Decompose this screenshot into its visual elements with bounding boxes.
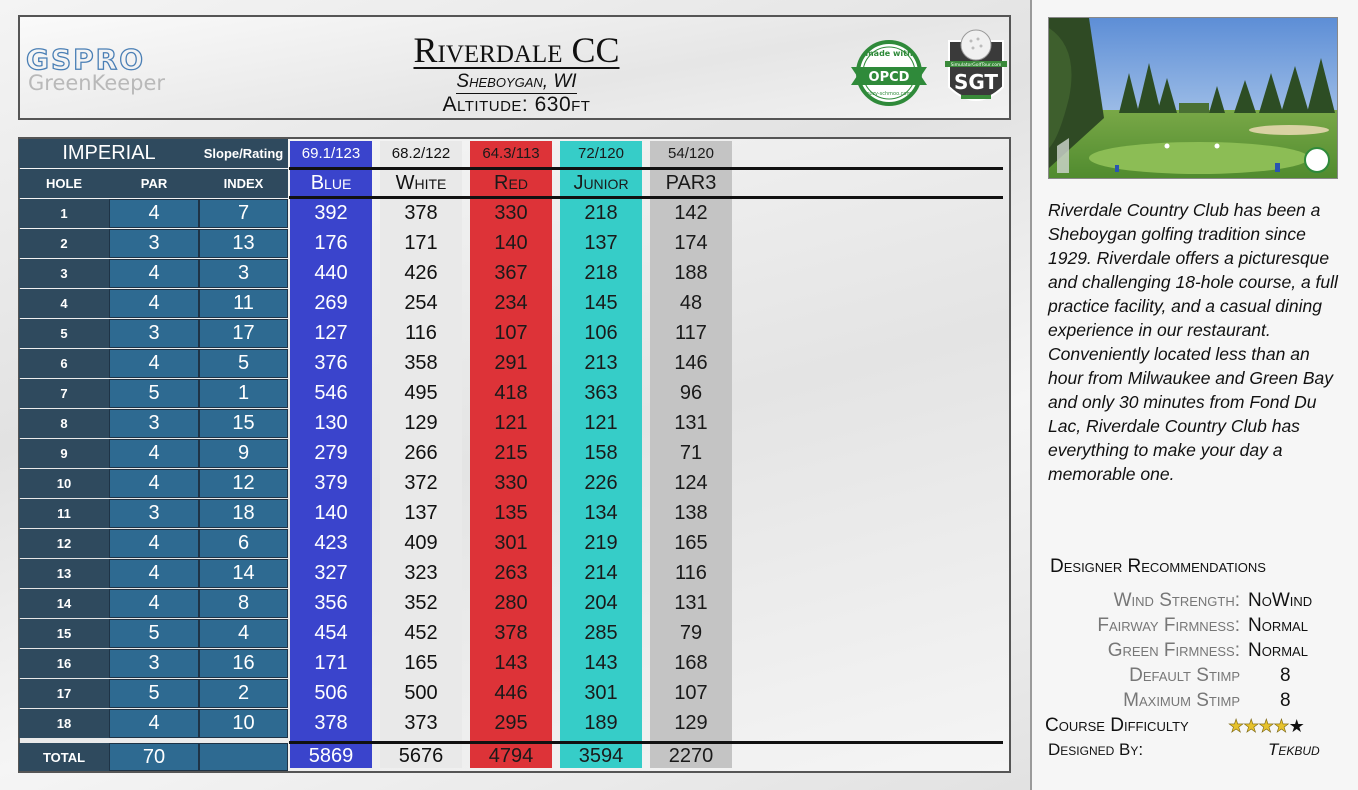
hole-par: 4 — [109, 289, 199, 318]
tee-yardage: 279 — [314, 442, 348, 464]
hole-par: 4 — [109, 529, 199, 558]
hole-par: 3 — [109, 229, 199, 258]
svg-text:SimulatorGolfTour.com: SimulatorGolfTour.com — [950, 63, 1002, 68]
tee-name-par3: PAR3 — [665, 171, 717, 194]
tee-yardage: 363 — [584, 382, 618, 404]
tee-name-blue: Blue — [310, 171, 352, 194]
hole-index: 2 — [199, 679, 288, 708]
hole-index: 15 — [199, 409, 288, 438]
tee-yardage: 143 — [584, 652, 618, 674]
wind-strength-label: Wind Strength: — [1113, 590, 1240, 611]
star-empty-icon: ★ — [1288, 716, 1304, 736]
tee-yardage: 188 — [674, 262, 708, 284]
tee-yardage: 134 — [584, 502, 618, 524]
tee-yardage: 146 — [674, 352, 708, 374]
tee-yardage: 269 — [314, 292, 348, 314]
tee-yardage: 168 — [674, 652, 708, 674]
tee-yardage: 378 — [314, 712, 348, 734]
tee-yardage: 356 — [314, 592, 348, 614]
designer-name: Tekbud — [1268, 740, 1320, 759]
hole-par: 3 — [109, 649, 199, 678]
tee-yardage: 226 — [584, 472, 618, 494]
hole-index: 3 — [199, 259, 288, 288]
tee-yardage: 234 — [494, 292, 528, 314]
tee-yardage: 143 — [494, 652, 528, 674]
tee-yardage: 107 — [494, 322, 528, 344]
hole-number: 17 — [19, 679, 109, 708]
hole-index: 8 — [199, 589, 288, 618]
hole-number: 3 — [19, 259, 109, 288]
tee-yardage: 254 — [404, 292, 438, 314]
hole-number: 10 — [19, 469, 109, 498]
tee-rating-junior: 72/120 — [578, 145, 624, 162]
course-difficulty-label: Course Difficulty — [1045, 715, 1189, 736]
tee-yardage: 409 — [404, 532, 438, 554]
hole-number: 13 — [19, 559, 109, 588]
hole-number: 12 — [19, 529, 109, 558]
tee-yardage: 138 — [674, 502, 708, 524]
hole-par: 4 — [109, 589, 199, 618]
hole-par: 4 — [109, 439, 199, 468]
tee-yardage: 301 — [584, 682, 618, 704]
tee-name-red: Red — [494, 171, 528, 194]
tee-yardage: 446 — [494, 682, 528, 704]
tee-yardage: 140 — [494, 232, 528, 254]
tee-yardage: 423 — [314, 532, 348, 554]
hole-par: 4 — [109, 709, 199, 738]
maximum-stimp-label: Maximum Stimp — [1123, 690, 1240, 711]
tee-yardage: 176 — [314, 232, 348, 254]
tee-yardage: 218 — [584, 262, 618, 284]
tee-total-par3: 2270 — [668, 744, 714, 767]
tee-yardage: 145 — [584, 292, 618, 314]
wind-strength-value: NoWind — [1248, 590, 1313, 611]
hole-par: 5 — [109, 619, 199, 648]
tee-yardage: 327 — [314, 562, 348, 584]
par-total: 70 — [109, 743, 199, 771]
hole-par: 4 — [109, 259, 199, 288]
hole-index: 13 — [199, 229, 288, 258]
tee-yardage: 213 — [584, 352, 618, 374]
tee-rating-par3: 54/120 — [668, 145, 714, 162]
course-preview-image — [1048, 17, 1338, 179]
tee-yardage: 330 — [494, 202, 528, 224]
hole-number: 1 — [19, 199, 109, 228]
hole-index: 6 — [199, 529, 288, 558]
tee-yardage: 367 — [494, 262, 528, 284]
tee-yardage: 295 — [494, 712, 528, 734]
tee-yardage: 165 — [674, 532, 708, 554]
header-top-rule — [289, 167, 1003, 170]
par-column-header: PAR — [109, 169, 199, 198]
tee-yardage: 71 — [679, 442, 703, 464]
sgt-badge-icon — [943, 27, 1009, 122]
tee-yardage: 506 — [314, 682, 348, 704]
tee-yardage: 352 — [404, 592, 438, 614]
total-rule — [289, 741, 1003, 744]
designed-by-label: Designed By: — [1048, 740, 1144, 759]
tee-yardage: 121 — [494, 412, 528, 434]
slope-rating-label: Slope/Rating — [199, 139, 288, 168]
tee-yardage: 214 — [584, 562, 618, 584]
svg-text:SGT: SGT — [953, 70, 999, 94]
tee-yardage: 452 — [404, 622, 438, 644]
hole-number: 18 — [19, 709, 109, 738]
recommendations-title: Designer Recommendations — [1050, 556, 1266, 577]
hole-index: 18 — [199, 499, 288, 528]
tee-yardage: 500 — [404, 682, 438, 704]
tee-yardage: 131 — [674, 412, 708, 434]
difficulty-stars — [1228, 716, 1304, 737]
hole-number: 2 — [19, 229, 109, 258]
hole-par: 3 — [109, 319, 199, 348]
opcd-badge-icon — [849, 39, 929, 114]
tee-yardage: 121 — [584, 412, 618, 434]
tee-yardage: 426 — [404, 262, 438, 284]
tee-yardage: 165 — [404, 652, 438, 674]
tee-yardage: 280 — [494, 592, 528, 614]
tee-name-junior: Junior — [573, 171, 629, 194]
tee-yardage: 378 — [494, 622, 528, 644]
maximum-stimp-value: 8 — [1280, 690, 1291, 711]
tee-yardage: 127 — [314, 322, 348, 344]
tee-total-red: 4794 — [488, 744, 534, 767]
tee-yardage: 142 — [674, 202, 708, 224]
hole-index: 17 — [199, 319, 288, 348]
course-description: Riverdale Country Club has been a Sheboygan golfing tradition since 1929. Riverdale offers a picturesque and challenging 18-hole course, a full practice facility, and a casual dining experience in our restaurant. Conveniently located less than an hour from Milwaukee and Green Bay and only 30 minutes from Fond Du Lac, Riverdale Country Club has everything to make your day a memorable one. — [1048, 200, 1338, 484]
hole-index: 4 — [199, 619, 288, 648]
tee-yardage: 301 — [494, 532, 528, 554]
hole-par: 4 — [109, 559, 199, 588]
tee-yardage: 392 — [314, 202, 348, 224]
tee-name-white: White — [395, 171, 447, 194]
tee-yardage: 218 — [584, 202, 618, 224]
default-stimp-label: Default Stimp — [1129, 665, 1240, 686]
hole-number: 15 — [19, 619, 109, 648]
fairway-firmness-value: Normal — [1248, 615, 1308, 636]
hole-par: 5 — [109, 679, 199, 708]
index-column-header: INDEX — [199, 169, 288, 198]
tee-yardage: 189 — [584, 712, 618, 734]
tee-yardage: 495 — [404, 382, 438, 404]
hole-index: 1 — [199, 379, 288, 408]
tee-yardage: 215 — [494, 442, 528, 464]
svg-text:ozzy-schmoo.com: ozzy-schmoo.com — [866, 91, 912, 97]
tee-yardage: 373 — [404, 712, 438, 734]
tee-yardage: 266 — [404, 442, 438, 464]
tee-yardage: 96 — [679, 382, 703, 404]
course-header — [18, 15, 1011, 120]
hole-index: 14 — [199, 559, 288, 588]
course-location: Sheboygan, WI — [456, 71, 577, 92]
hole-number: 5 — [19, 319, 109, 348]
hole-number: 6 — [19, 349, 109, 378]
star-filled-icon: ★ — [1273, 716, 1289, 736]
tee-yardage: 204 — [584, 592, 618, 614]
tee-yardage: 323 — [404, 562, 438, 584]
tee-yardage: 140 — [314, 502, 348, 524]
hole-number: 7 — [19, 379, 109, 408]
hole-index: 7 — [199, 199, 288, 228]
tee-rating-blue: 69.1/123 — [301, 145, 361, 162]
tee-yardage: 48 — [679, 292, 703, 314]
tee-yardage: 137 — [584, 232, 618, 254]
hole-number: 8 — [19, 409, 109, 438]
tee-yardage: 418 — [494, 382, 528, 404]
course-title: Riverdale CC — [413, 30, 620, 70]
tee-yardage: 129 — [674, 712, 708, 734]
tee-yardage: 124 — [674, 472, 708, 494]
tee-yardage: 378 — [404, 202, 438, 224]
svg-text:OPCD: OPCD — [868, 70, 910, 85]
tee-yardage: 440 — [314, 262, 348, 284]
tee-yardage: 130 — [314, 412, 348, 434]
tee-yardage: 263 — [494, 562, 528, 584]
tee-yardage: 376 — [314, 352, 348, 374]
default-stimp-value: 8 — [1280, 665, 1291, 686]
tee-yardage: 379 — [314, 472, 348, 494]
tee-yardage: 116 — [405, 322, 437, 344]
green-firmness-value: Normal — [1248, 640, 1308, 661]
tee-yardage: 219 — [584, 532, 618, 554]
greenkeeper-logo: GreenKeeper — [28, 71, 166, 95]
tee-yardage: 358 — [404, 352, 438, 374]
tee-yardage: 454 — [314, 622, 348, 644]
tee-yardage: 291 — [494, 352, 528, 374]
star-filled-icon: ★ — [1258, 716, 1274, 736]
tee-total-junior: 3594 — [578, 744, 624, 767]
hole-number: 4 — [19, 289, 109, 318]
tee-yardage: 107 — [674, 682, 708, 704]
tee-yardage: 372 — [404, 472, 438, 494]
hole-column-header: HOLE — [19, 169, 109, 198]
tee-rating-white: 68.2/122 — [391, 145, 451, 162]
tee-total-blue: 5869 — [308, 744, 354, 767]
gspro-logo: GSPRO — [26, 43, 146, 76]
hole-par: 3 — [109, 409, 199, 438]
tee-yardage: 116 — [675, 562, 707, 584]
tee-rating-red: 64.3/113 — [482, 145, 540, 162]
total-label: TOTAL — [19, 743, 109, 771]
index-total-empty — [199, 743, 288, 771]
hole-par: 5 — [109, 379, 199, 408]
tee-total-white: 5676 — [398, 744, 444, 767]
hole-number: 14 — [19, 589, 109, 618]
tee-yardage: 135 — [494, 502, 528, 524]
tee-yardage: 546 — [314, 382, 348, 404]
hole-index: 10 — [199, 709, 288, 738]
hole-number: 16 — [19, 649, 109, 678]
hole-number: 9 — [19, 439, 109, 468]
tee-yardage: 131 — [674, 592, 708, 614]
star-filled-icon: ★ — [1228, 716, 1244, 736]
tee-yardage: 106 — [584, 322, 618, 344]
tee-yardage: 174 — [674, 232, 708, 254]
header-bottom-rule — [289, 196, 1003, 199]
hole-index: 11 — [199, 289, 288, 318]
hole-par: 4 — [109, 199, 199, 228]
hole-number: 11 — [19, 499, 109, 528]
star-filled-icon: ★ — [1243, 716, 1259, 736]
tee-yardage: 137 — [404, 502, 438, 524]
hole-par: 4 — [109, 349, 199, 378]
tee-yardage: 129 — [404, 412, 438, 434]
hole-par: 3 — [109, 499, 199, 528]
tee-yardage: 171 — [314, 652, 348, 674]
tee-yardage: 171 — [404, 232, 438, 254]
tee-yardage: 285 — [584, 622, 618, 644]
hole-index: 5 — [199, 349, 288, 378]
course-altitude: Altitude: 630ft — [442, 93, 591, 116]
hole-index: 9 — [199, 439, 288, 468]
tee-yardage: 79 — [679, 622, 703, 644]
hole-index: 16 — [199, 649, 288, 678]
tee-yardage: 158 — [584, 442, 618, 464]
hole-par: 4 — [109, 469, 199, 498]
tee-yardage: 330 — [494, 472, 528, 494]
units-label: IMPERIAL — [19, 139, 199, 168]
fairway-firmness-label: Fairway Firmness: — [1097, 615, 1240, 636]
svg-text:made with: made with — [865, 49, 913, 58]
tee-yardage: 117 — [675, 322, 707, 344]
green-firmness-label: Green Firmness: — [1107, 640, 1240, 661]
hole-index: 12 — [199, 469, 288, 498]
